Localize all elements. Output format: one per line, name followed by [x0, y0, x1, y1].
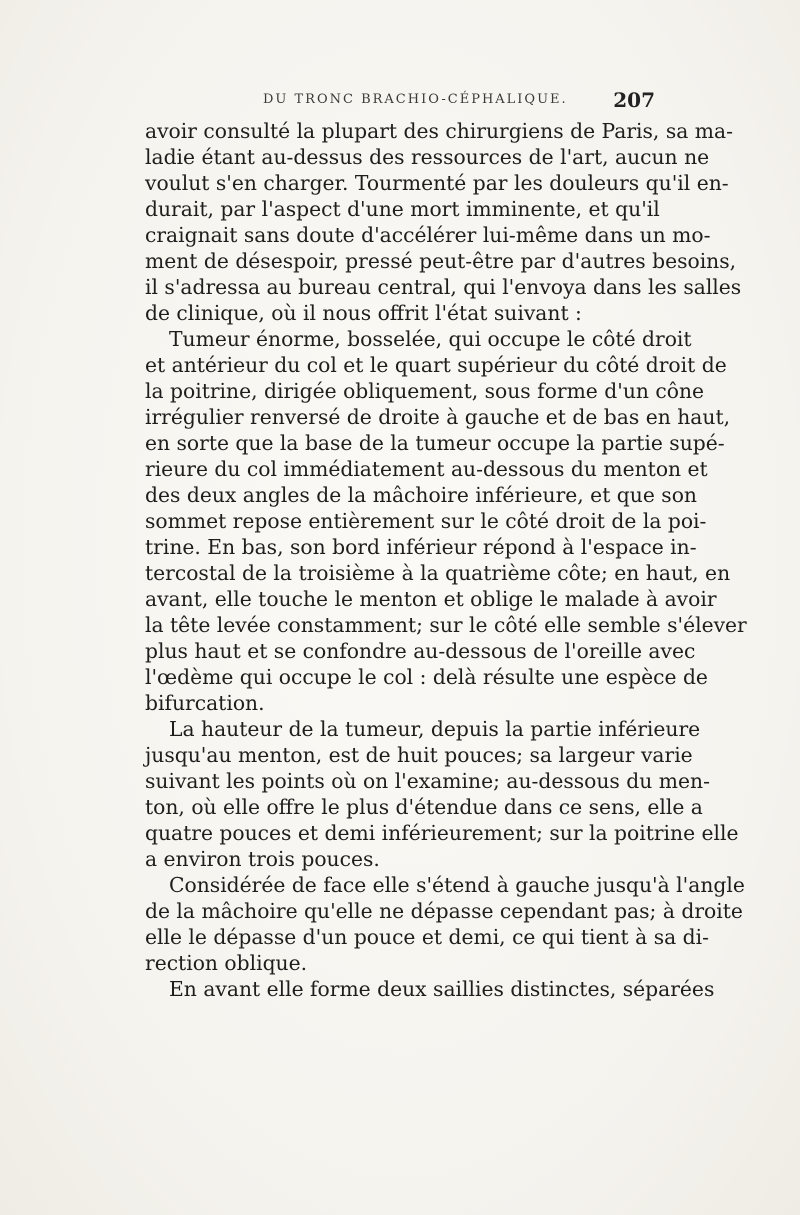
- text-line: craignait sans doute d'accélérer lui-même dans un mo-: [145, 223, 711, 247]
- text-line: de clinique, où il nous offrit l'état suivant :: [145, 301, 582, 325]
- text-line: l'œdème qui occupe le col : delà résulte une espèce de: [145, 665, 708, 689]
- text-line: il s'adressa au bureau central, qui l'envoya dans les salles: [145, 275, 742, 299]
- text-line: la tête levée constamment; sur le côté elle semble s'élever: [145, 613, 747, 637]
- text-line: a environ trois pouces.: [145, 847, 380, 871]
- text-line: quatre pouces et demi inférieurement; sur la poitrine elle: [145, 821, 739, 845]
- text-line: voulut s'en charger. Tourmenté par les douleurs qu'il en-: [145, 171, 729, 195]
- text-line: plus haut et se confondre au-dessous de l'oreille avec: [145, 639, 696, 663]
- text-line: rection oblique.: [145, 951, 308, 975]
- text-line: des deux angles de la mâchoire inférieure, et que son: [145, 483, 697, 507]
- text-line: de la mâchoire qu'elle ne dépasse cependant pas; à droite: [145, 899, 743, 923]
- text-line: durait, par l'aspect d'une mort imminente, et qu'il: [145, 197, 660, 221]
- text-line: ladie étant au-dessus des ressources de l'art, aucun ne: [145, 145, 710, 169]
- text-line: trine. En bas, son bord inférieur répond à l'espace in-: [145, 535, 697, 559]
- running-title: DU TRONC BRACHIO-CÉPHALIQUE.: [263, 92, 568, 107]
- text-line: rieure du col immédiatement au-dessous du menton et: [145, 457, 708, 481]
- text-line: tercostal de la troisième à la quatrième côte; en haut, en: [145, 561, 731, 585]
- text-line: ment de désespoir, pressé peut-être par d'autres besoins,: [145, 249, 737, 273]
- text-line: Considérée de face elle s'étend à gauche jusqu'à l'angle: [169, 873, 745, 897]
- text-line: bifurcation.: [145, 691, 265, 715]
- text-line: sommet repose entièrement sur le côté droit de la poi-: [145, 509, 707, 533]
- text-line: elle le dépasse d'un pouce et demi, ce qui tient à sa di-: [145, 925, 709, 949]
- text-line: En avant elle forme deux saillies distinctes, séparées: [169, 977, 715, 1001]
- text-line: avoir consulté la plupart des chirurgiens de Paris, sa ma-: [145, 119, 733, 143]
- text-line: irrégulier renversé de droite à gauche et de bas en haut,: [145, 405, 731, 429]
- text-line: ton, où elle offre le plus d'étendue dans ce sens, elle a: [145, 795, 703, 819]
- text-line: la poitrine, dirigée obliquement, sous forme d'un cône: [145, 379, 705, 403]
- text-line: La hauteur de la tumeur, depuis la partie inférieure: [169, 717, 701, 741]
- text-line: Tumeur énorme, bosselée, qui occupe le côté droit: [169, 327, 692, 351]
- body-text: [145, 118, 747, 1002]
- text-line: avant, elle touche le menton et oblige le malade à avoir: [145, 587, 717, 611]
- text-line: et antérieur du col et le quart supérieur du côté droit de: [145, 353, 727, 377]
- page-number: 207: [613, 88, 655, 112]
- text-line: en sorte que la base de la tumeur occupe la partie supé-: [145, 431, 725, 455]
- text-line: suivant les points où on l'examine; au-dessous du men-: [145, 769, 710, 793]
- text-line: jusqu'au menton, est de huit pouces; sa largeur varie: [145, 743, 693, 767]
- page-header: [145, 88, 655, 118]
